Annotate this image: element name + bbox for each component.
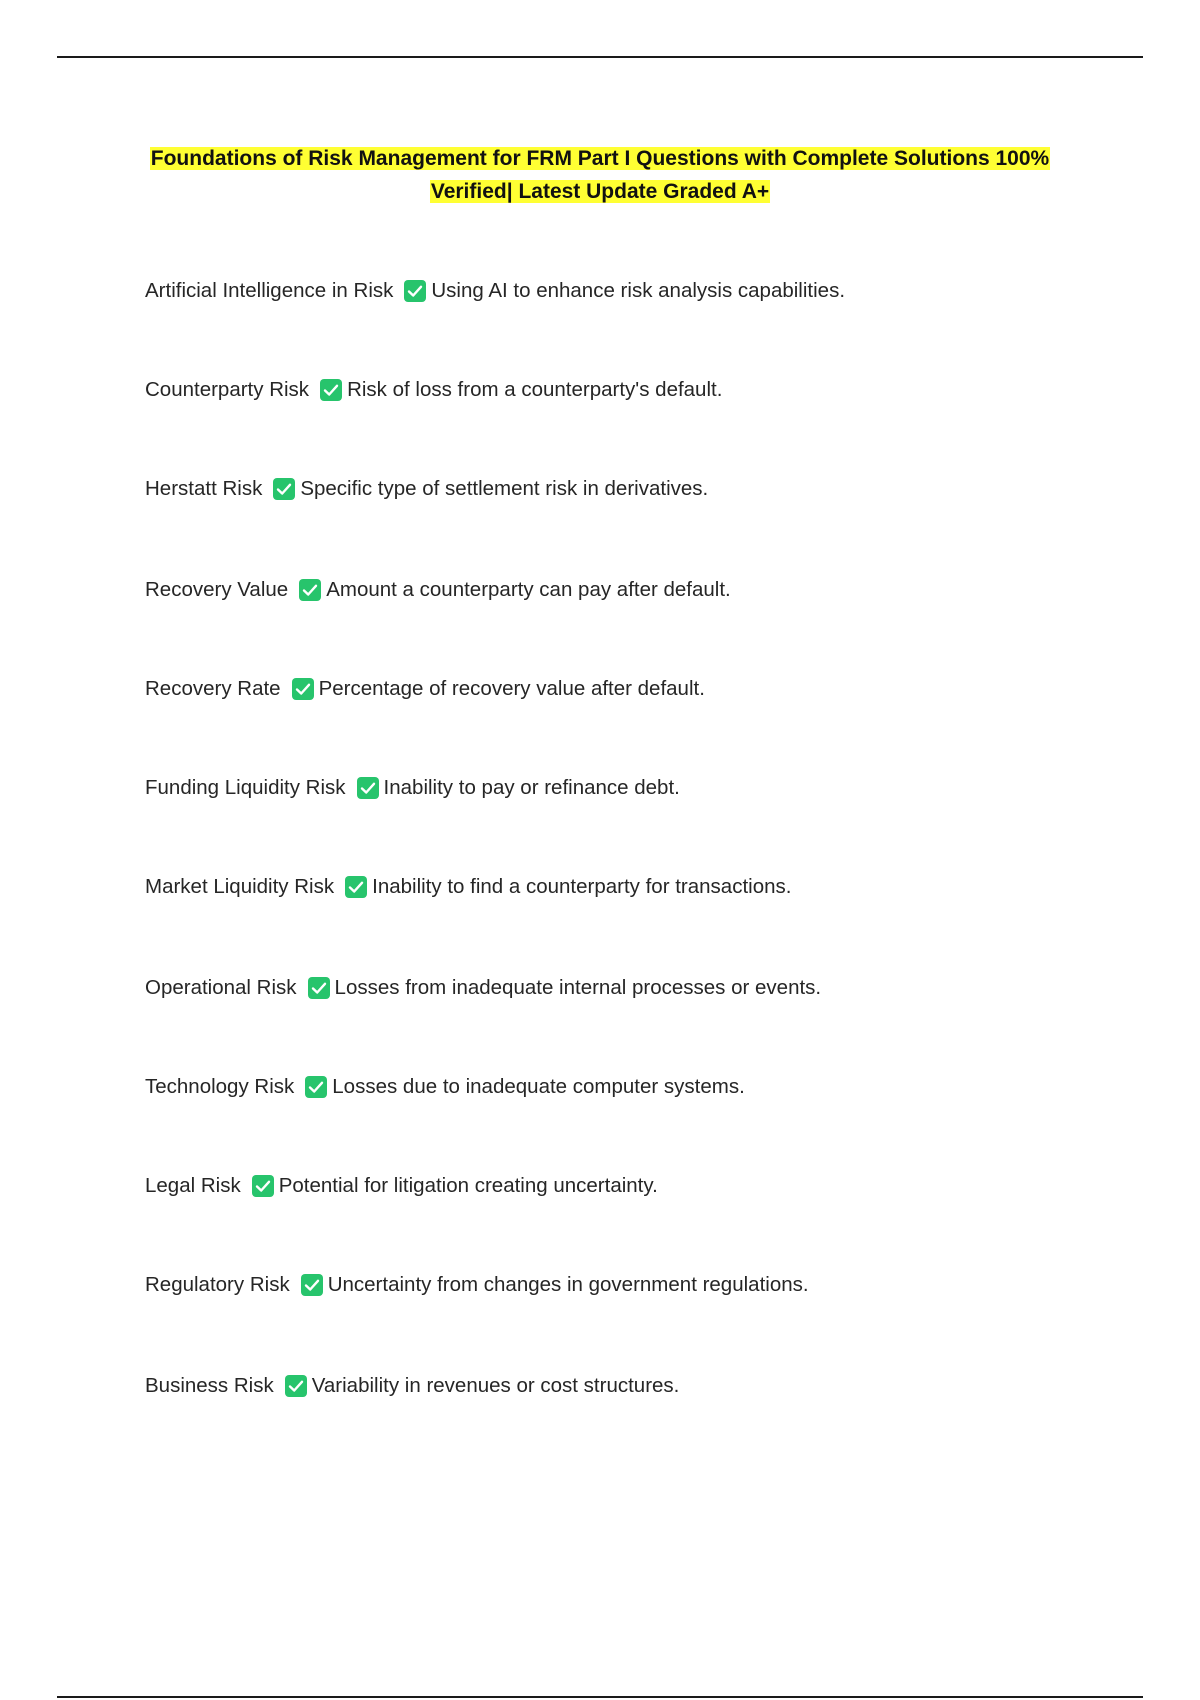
entry-term: Business Risk bbox=[145, 1374, 274, 1397]
list-item bbox=[145, 674, 705, 704]
title-line-2: Verified| Latest Update Graded A+ bbox=[430, 180, 770, 203]
entry-definition: Risk of loss from a counterparty's default. bbox=[347, 378, 723, 401]
document-title bbox=[100, 142, 1100, 208]
entry-term: Funding Liquidity Risk bbox=[145, 776, 346, 799]
entry-definition: Percentage of recovery value after default. bbox=[318, 677, 705, 700]
entry-term: Operational Risk bbox=[145, 976, 297, 999]
list-item bbox=[145, 276, 845, 306]
entry-term: Market Liquidity Risk bbox=[145, 875, 335, 898]
entry-definition: Potential for litigation creating uncertainty. bbox=[278, 1174, 658, 1197]
top-divider bbox=[57, 56, 1143, 58]
list-item bbox=[145, 1072, 745, 1102]
checkmark-box-icon bbox=[356, 776, 380, 800]
checkmark-box-icon bbox=[251, 1174, 275, 1198]
checkmark-box-icon bbox=[300, 1273, 324, 1297]
entry-definition: Inability to pay or refinance debt. bbox=[383, 776, 680, 799]
entry-term: Herstatt Risk bbox=[145, 477, 263, 500]
list-item bbox=[145, 1270, 809, 1300]
entry-term: Artificial Intelligence in Risk bbox=[145, 279, 394, 302]
checkmark-box-icon bbox=[307, 976, 331, 1000]
checkmark-box-icon bbox=[344, 875, 368, 899]
entry-definition: Uncertainty from changes in government regulations. bbox=[327, 1273, 809, 1296]
list-item bbox=[145, 1171, 658, 1201]
list-item bbox=[145, 575, 731, 605]
list-item bbox=[145, 474, 708, 504]
checkmark-box-icon bbox=[319, 378, 343, 402]
list-item bbox=[145, 773, 680, 803]
checkmark-box-icon bbox=[272, 477, 296, 501]
checkmark-box-icon bbox=[284, 1374, 308, 1398]
entry-term: Technology Risk bbox=[145, 1075, 295, 1098]
checkmark-box-icon bbox=[298, 578, 322, 602]
checkmark-box-icon bbox=[291, 677, 315, 701]
entry-term: Regulatory Risk bbox=[145, 1273, 290, 1296]
list-item bbox=[145, 1371, 679, 1401]
list-item bbox=[145, 872, 791, 902]
entry-definition: Using AI to enhance risk analysis capabilities. bbox=[431, 279, 846, 302]
entry-definition: Amount a counterparty can pay after default. bbox=[326, 578, 731, 601]
bottom-divider bbox=[57, 1696, 1143, 1698]
list-item bbox=[145, 375, 722, 405]
entry-term: Recovery Value bbox=[145, 578, 289, 601]
entry-term: Recovery Rate bbox=[145, 677, 281, 700]
checkmark-box-icon bbox=[403, 279, 427, 303]
entry-definition: Losses from inadequate internal processes or events. bbox=[334, 976, 822, 999]
entry-definition: Specific type of settlement risk in derivatives. bbox=[300, 477, 709, 500]
entry-definition: Variability in revenues or cost structures. bbox=[311, 1374, 680, 1397]
entry-term: Legal Risk bbox=[145, 1174, 241, 1197]
entry-term: Counterparty Risk bbox=[145, 378, 310, 401]
title-line-1: Foundations of Risk Management for FRM Part I Questions with Complete Solutions 100% bbox=[150, 147, 1050, 170]
checkmark-box-icon bbox=[304, 1075, 328, 1099]
entry-definition: Inability to find a counterparty for transactions. bbox=[372, 875, 792, 898]
list-item bbox=[145, 973, 821, 1003]
entry-definition: Losses due to inadequate computer systems. bbox=[332, 1075, 745, 1098]
